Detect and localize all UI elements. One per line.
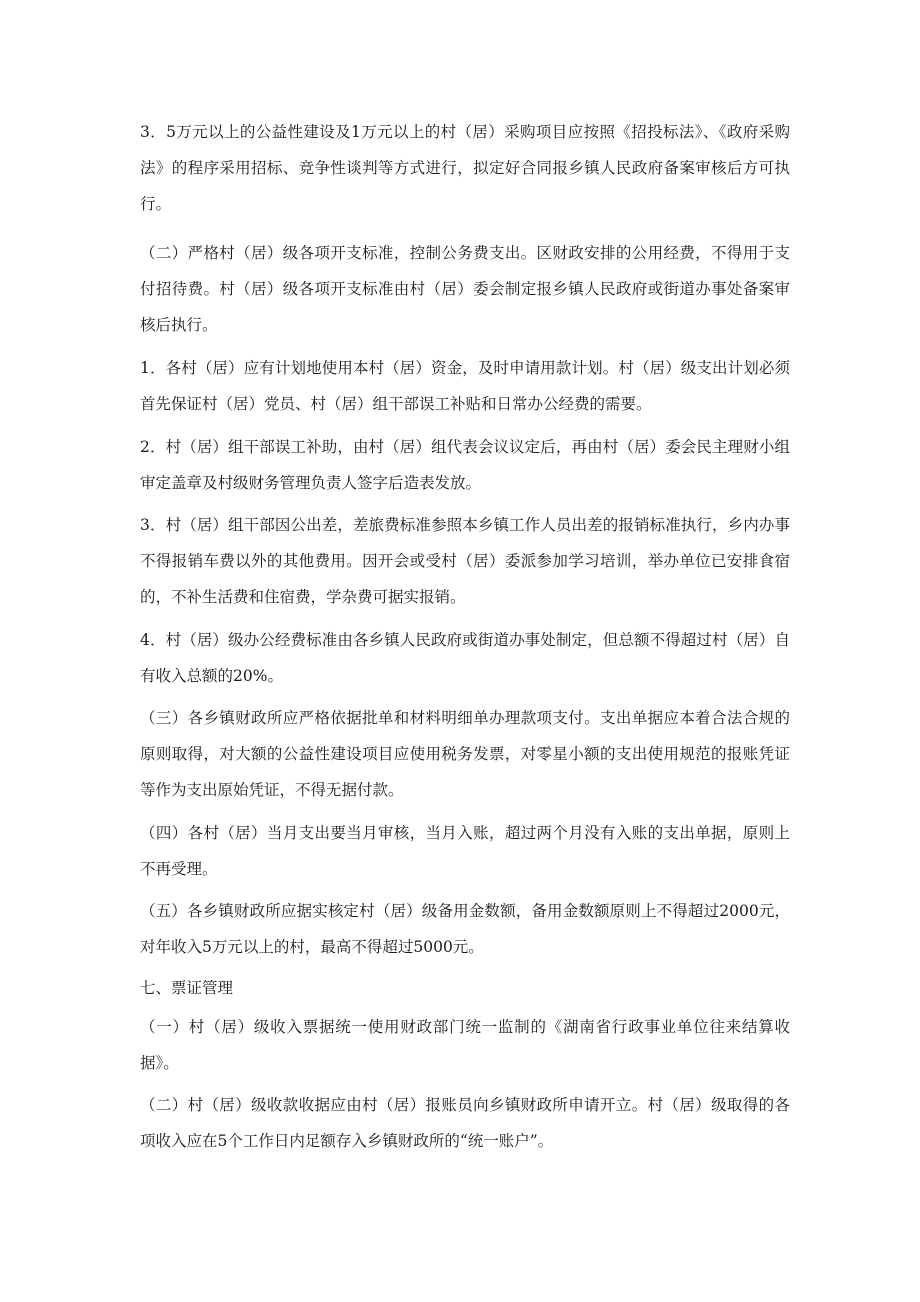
- paragraph-petty-cash: （五）各乡镇财政所应据实核定村（居）级备用金数额，备用金数额原则上不得超过2000元，对年收入5万元以上的村，最高不得超过5000元。: [140, 902, 790, 956]
- paragraph-item-4: 4．村（居）级办公经费标准由各乡镇人民政府或街道办事处制定，但总额不得超过村（居）自有收入总额的20%。: [140, 631, 790, 685]
- paragraph-receipt-forms: （一）村（居）级收入票据统一使用财政部门统一监制的《湖南省行政事业单位往来结算收据》。: [140, 1018, 790, 1072]
- paragraph-payment-rules: （三）各乡镇财政所应严格依据批单和材料明细单办理款项支付。支出单据应本着合法合规的原则取得，对大额的公益性建设项目应使用税务发票，对零星小额的支出使用规范的报账凭证等作为支出原始凭证，不得无据付款。: [140, 709, 790, 799]
- paragraph-item-2: 2．村（居）组干部误工补助，由村（居）组代表会议议定后，再由村（居）委会民主理财小组审定盖章及村级财务管理负责人签字后造表发放。: [140, 438, 790, 492]
- section-heading-receipts: 七、票证管理: [140, 979, 234, 997]
- paragraph-receipt-issuance: （二）村（居）级收款收据应由村（居）报账员向乡镇财政所申请开立。村（居）级取得的各项收入应在5个工作日内足额存入乡镇财政所的“统一账户”。: [140, 1096, 790, 1150]
- paragraph-procurement: 3．5万元以上的公益性建设及1万元以上的村（居）采购项目应按照《招投标法》、《政府采购法》的程序采用招标、竞争性谈判等方式进行，拟定好合同报乡镇人民政府备案审核后方可执行。: [140, 123, 790, 213]
- paragraph-expense-standards: （二）严格村（居）级各项开支标准，控制公务费支出。区财政安排的公用经费，不得用于支付招待费。村（居）级各项开支标准由村（居）委会制定报乡镇人民政府或街道办事处备案审核后执行。: [140, 244, 790, 334]
- paragraph-monthly-review: （四）各村（居）当月支出要当月审核，当月入账，超过两个月没有入账的支出单据，原则上不再受理。: [140, 824, 790, 878]
- paragraph-item-3: 3．村（居）组干部因公出差，差旅费标准参照本乡镇工作人员出差的报销标准执行，乡内办事不得报销车费以外的其他费用。因开会或受村（居）委派参加学习培训，举办单位已安排食宿的，不补生活费和住宿费，学杂费可据实报销。: [140, 516, 790, 606]
- paragraph-item-1: 1．各村（居）应有计划地使用本村（居）资金，及时申请用款计划。村（居）级支出计划必须首先保证村（居）党员、村（居）组干部误工补贴和日常办公经费的需要。: [140, 359, 790, 413]
